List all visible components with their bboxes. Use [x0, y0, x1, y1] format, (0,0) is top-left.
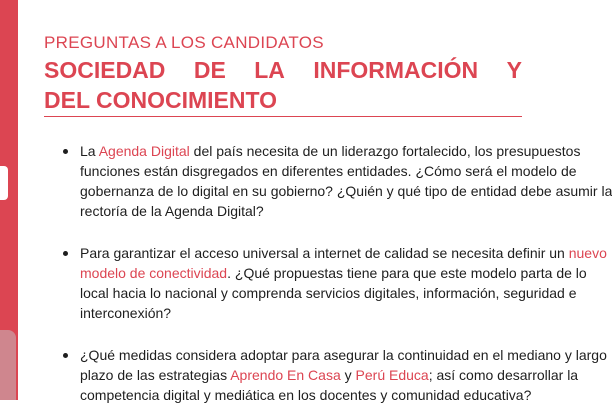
highlight-nuevo: nuevo: [568, 245, 607, 261]
question-line: interconexión?: [80, 305, 172, 321]
question-text: y: [340, 367, 356, 383]
title-word: INFORMACIÓN: [313, 57, 479, 83]
question-line: [80, 141, 600, 161]
question-line: rectoría de la Agenda Digital?: [80, 203, 264, 219]
question-item: [62, 243, 607, 323]
question-line: gobernanza de lo digital en su gobierno? ¿Quién y qué tipo de entidad debe asumir la: [80, 183, 612, 199]
question-text: ; así como desarrollar la: [428, 367, 579, 383]
section-kicker: PREGUNTAS A LOS CANDIDATOS: [44, 33, 324, 52]
highlight-agenda-digital: Agenda Digital: [98, 143, 190, 159]
bullet-icon: [63, 251, 68, 256]
question-line: [80, 243, 607, 263]
highlight-peru-educa: Perú Educa: [355, 367, 429, 383]
side-decorative-figure: [0, 330, 16, 400]
title-line-1: [44, 55, 522, 85]
question-text: del país necesita de un liderazgo fortalecido, los presupuestos: [189, 143, 581, 159]
question-line: [80, 263, 600, 283]
bullet-icon: [63, 149, 68, 154]
question-line: ¿Qué medidas considera adoptar para asegurar la continuidad en el mediano y largo: [80, 347, 607, 363]
question-item: [62, 141, 612, 221]
question-line: local hacia lo nacional y comprenda servicios digitales, información, seguridad e: [80, 285, 577, 301]
question-item: [62, 345, 607, 405]
questions-list: [62, 141, 612, 405]
question-text: plazo de las estrategias: [80, 367, 231, 383]
title-word: LA: [254, 57, 285, 83]
side-tab-marker: [0, 166, 8, 200]
title-word: DE: [193, 57, 226, 83]
title-word: Y: [506, 57, 522, 83]
bullet-icon: [63, 353, 68, 358]
question-text: La: [80, 143, 99, 159]
question-line: [80, 365, 600, 385]
question-line: funciones están disgregados en diferentes entidades. ¿Cómo será el modelo de: [80, 163, 577, 179]
highlight-modelo-conectividad: modelo de conectividad: [80, 265, 228, 281]
question-line: competencia digital y mediática en los docentes y comunidad educativa?: [80, 387, 532, 403]
highlight-aprendo-en-casa: Aprendo En Casa: [230, 367, 341, 383]
title-line-2: DEL CONOCIMIENTO: [44, 87, 277, 113]
question-text: Para garantizar el acceso universal a internet de calidad se necesita definir un: [80, 245, 569, 261]
title-underline: [44, 116, 522, 117]
page-title: [44, 55, 522, 115]
title-word: SOCIEDAD: [44, 57, 166, 83]
question-text: . ¿Qué propuestas tiene para que este modelo parta de lo: [227, 265, 587, 281]
